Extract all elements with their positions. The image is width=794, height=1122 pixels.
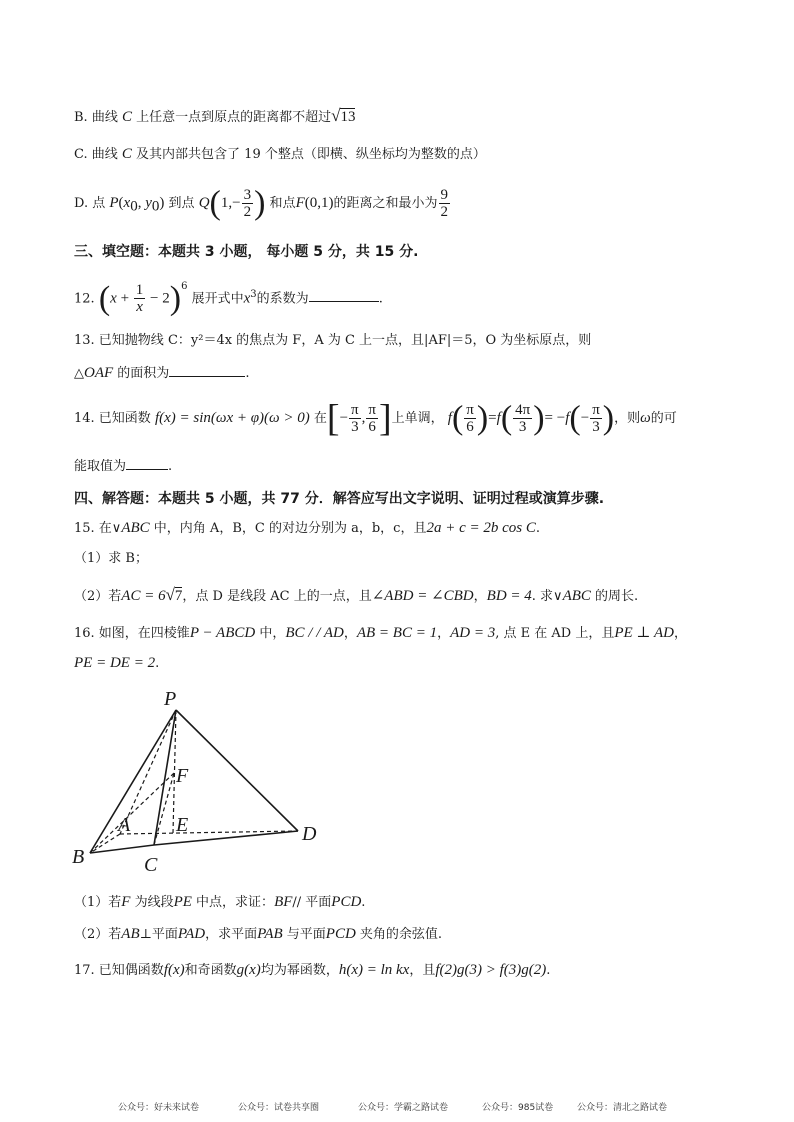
q16-line2: PE = DE = 2.	[74, 655, 160, 671]
answer-blank[interactable]	[309, 287, 379, 302]
footer-item-4: 公众号：985试卷	[482, 1103, 554, 1113]
q11-option-d: D. 点 $P(x_0$, $y_0$) 到点 Q(1,− $\frac{3}{2}$ ) 和点F(0,1)的距离之和最小为 $\frac{9}{2}$	[74, 184, 448, 222]
footer-item-3: 公众号：学霸之路试卷	[358, 1103, 449, 1113]
label-c: C	[144, 854, 158, 876]
q15-part2: （2）若AC = 6√7，点 D 是线段 AC 上的一点，且∠ABD = ∠CBD，BD = 4. 求∨ABC 的周长.	[74, 585, 639, 604]
footer-item-1: 公众号：好未来试卷	[118, 1103, 200, 1113]
section-4-heading: 四、解答题：本题共 5 小题，共 77 分．解答应写出文字说明、证明过程或演算步骤.	[74, 491, 605, 507]
q17: 17. 已知偶函数f(x)和奇函数g(x)均为幂函数，h(x) = ln kx，且f(2)g(3) > f(3)g(2).	[74, 962, 551, 978]
q11-option-b: B. 曲线 C 上任意一点到原点的距离都不超过√13	[74, 106, 356, 125]
label-d: D	[302, 823, 317, 845]
sqrt-13: 13	[340, 109, 356, 125]
q15-line1: 15. 在∨ABC 中，内角 A，B，C 的对边分别为 a，b，c，且2a + c = 2b cos C.	[74, 520, 540, 536]
footer-item-2: 公众号：试卷共享圈	[238, 1103, 320, 1113]
label-b: B	[72, 846, 85, 868]
q16-part2: （2）若AB⊥平面PAD，求平面PAB 与平面PCD 夹角的余弦值.	[74, 926, 443, 942]
q15-part1: （1）求 B；	[74, 551, 148, 566]
fraction-3-2: $\frac{3}{2}$	[243, 187, 252, 220]
label-a: A	[118, 814, 131, 836]
q11-option-c: C. 曲线 C 及其内部共包含了 19 个整点（即横、纵坐标均为整数的点）	[74, 146, 486, 162]
q16-part1: （1）若F 为线段PE 中点，求证：BF// 平面PCD.	[74, 894, 366, 910]
edge-pd	[176, 710, 298, 831]
q13-line1: 13. 已知抛物线 C：y²＝4x 的焦点为 F，A 为 C 上一点，且|AF|＝5，O 为坐标原点，则	[74, 333, 592, 348]
edge-bc	[90, 845, 154, 853]
section-3-heading: 三、填空题：本题共 3 小题， 每小题 5 分，共 15 分.	[74, 244, 419, 260]
edge-pb	[90, 710, 176, 853]
q13-line2: △OAF 的面积为 .	[74, 362, 249, 384]
answer-blank[interactable]	[126, 455, 168, 470]
q14-line2: 能取值为 .	[74, 455, 172, 477]
fraction-9-2: $\frac{9}{2}$	[440, 187, 448, 220]
q16-line1: 16. 如图，在四棱锥P − ABCD 中，BC / / AD，AB = BC = 1，AD = 3, 点 E 在 AD 上，且PE ⊥ AD，	[74, 625, 688, 641]
q12: 12. (x + $\frac{1}{x}$ − 2)$^6$ 展开式中$x^3$的系数为 .	[74, 279, 383, 317]
answer-blank[interactable]	[169, 362, 245, 377]
q14-line1: 14. 已知函数 f(x) = sin(ωx + φ)(ω > 0) 在[− $\frac{\pi}{3}$ , $\frac{\pi}{6}$ ]上单调， f( $\frac{\pi}{6}$ )=f( $\frac{4\pi}{3}$ )= −f(− $\frac{\pi}{3}$ )，则ω的可	[74, 397, 677, 440]
label-e: E	[176, 814, 189, 836]
footer-item-5: 公众号：清北之路试卷	[577, 1103, 668, 1113]
label-p: P	[164, 688, 177, 710]
segment-bf	[90, 773, 174, 853]
pyramid-figure	[60, 685, 330, 885]
label-f: F	[176, 765, 189, 787]
